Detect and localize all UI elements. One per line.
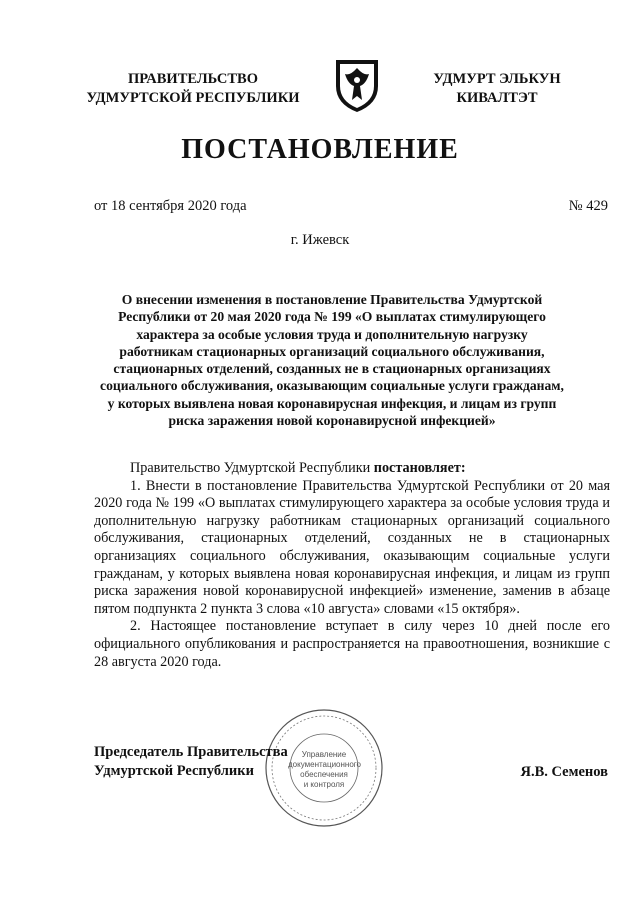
- header-right: [402, 70, 592, 108]
- subject-line: у которых выявлена новая коронавирусная инфекция, и лицам из групп: [107, 395, 557, 411]
- document-title: ПОСТАНОВЛЕНИЕ: [181, 134, 459, 165]
- signatory-position: [94, 743, 288, 781]
- document-subject: [76, 291, 588, 429]
- subject-line: стационарных отделений, созданных не в стационарных организациях: [113, 361, 551, 377]
- body-intro-decree: постановляет:: [373, 460, 466, 476]
- body-intro-text: Правительство Удмуртской Республики: [130, 460, 374, 476]
- stamp-line: Управление: [301, 750, 347, 759]
- document-body: [94, 460, 610, 671]
- header-right-line2: КИВАЛТЭТ: [456, 90, 538, 106]
- signatory-name: Я.В. Семенов: [520, 764, 608, 780]
- stamp-text: [288, 750, 360, 790]
- stamp-line: обеспечения: [300, 770, 348, 779]
- document-city: г. Ижевск: [290, 232, 350, 248]
- body-item-2: 2. Настоящее постановление вступает в силу через 10 дней после его официального опубликования и распространяется на правоотношения, возникшие с 28 августа 2020 года.: [94, 618, 610, 670]
- header-left: [78, 70, 308, 108]
- subject-line: риска заражения новой коронавирусной инфекцией»: [168, 413, 496, 429]
- subject-line: социального обслуживания, оказывающим социальные услуги гражданам,: [100, 378, 564, 394]
- header-left-line2: УДМУРТСКОЙ РЕСПУБЛИКИ: [86, 90, 300, 106]
- subject-line: Республики от 20 мая 2020 года № 199 «О выплатах стимулирующего: [118, 309, 546, 325]
- document-number: № 429: [568, 198, 608, 214]
- document-date: от 18 сентября 2020 года: [94, 198, 247, 214]
- subject-line: работникам стационарных организаций социального обслуживания,: [119, 343, 545, 359]
- stamp-line: и контроля: [303, 780, 345, 789]
- signatory-position-line1: Председатель Правительства: [94, 744, 288, 760]
- subject-line: характера за особые условия труда и дополнительную нагрузку: [136, 326, 528, 342]
- body-item-1: 1. Внести в постановление Правительства Удмуртской Республики от 20 мая 2020 года № 199 «О выплатах стимулирующего характера за особые условия труда и дополнительную нагрузку работникам стационарных организаций социального обслуживания, стационарных отделений, созданных не в стационарных организациях социального обслуживания, оказывающим социальные услуги гражданам, у которых выявлена новая коронавирусная инфекция, и лицам из групп риска заражения новой коронавирусной инфекцией» изменение, заменив в абзаце пятом подпункта 2 пункта 3 слова «10 августа» словами «15 октября».: [94, 477, 610, 617]
- subject-line: О внесении изменения в постановление Правительства Удмуртской: [121, 292, 543, 307]
- coat-of-arms-icon: [332, 56, 382, 114]
- body-intro: [94, 460, 610, 478]
- header-left-line1: ПРАВИТЕЛЬСТВО: [128, 71, 258, 87]
- header-right-line1: УДМУРТ ЭЛЬКУН: [433, 71, 561, 87]
- signatory-position-line2: Удмуртской Республики: [94, 763, 254, 779]
- stamp-line: документационного: [288, 760, 361, 769]
